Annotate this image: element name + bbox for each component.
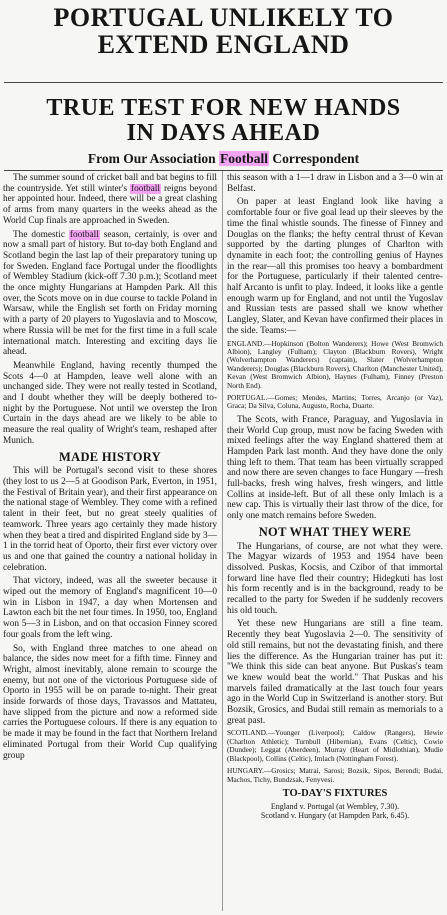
- article-paragraph: So, with England three matches to one ahead on balance, the sides now meet for a fifth time. Finney and Wright, almost inevitably, alone remain to scourge the enemy, but not one of the victorious Portuguese side of Oporto in 1955 will be on parade to-night. Their great inside forwards of those days, Travassos and Mattateu, have slipped from the picture and now a reformed side carries the Portuguese colours. If there is any equation to be made it may be found in the fact that Northern Ireland eliminated Portugal from their World Cup qualifying group: [3, 643, 217, 761]
- byline-rule: [4, 170, 443, 171]
- main-headline: [0, 4, 447, 59]
- right-column: [227, 173, 443, 913]
- article-paragraph: Yet these new Hungarians are still a fine team. Recently they beat Yugoslavia 2—0. The sensitivity of old still remains, but not the devastating finish, and there lies the difference. As the Hungarian trainer has put it: "We think this side can beat anyone. But Puskas's team we knew would beat the world." That Puskas and his marvels failed dramatically at the last touch four years ago in the World Cup in Switzerland is another story. But Bozsik, Grosics, and Budai still remain as memorials to a great past.: [227, 619, 443, 726]
- byline-highlight: Football: [219, 151, 268, 166]
- search-highlight: football: [69, 229, 99, 240]
- article-paragraph: The Scots, with France, Paraguay, and Yugoslavia in their World Cup group, must now be facing Sweden with mixed feelings after the way England shattered them at Hampden Park last month. And they have done the only thing left to them. That team has been virtually scrapped and now there are seven changes to face Hungary —fresh full-backs, fresh wing halves, fresh wingers, and little Collins at inside-left. But of all these only Imlach is a new cap. This is virtually their last throw of the dice, for only one match remains before Sweden.: [227, 414, 443, 522]
- article-paragraph: The domestic football season, certainly, is over and now a small part of history. But to-day both England and Scotland begin the last lap of their preparatory tuning up for Sweden. England face Portugal under the floodlights of Wembley Stadium (kick-off 7.30 p.m.); Scotland meet the once mighty Hungarians at Hampden Park. All this over, the Scots move on in due course to tackle Poland in Warsaw, while the English set forth on Friday morning with a party of 20 players to Yugoslavia and to Moscow, where Russia will be met for the first time in a full scale international match. Interesting and exciting days lie ahead.: [3, 229, 217, 358]
- byline-before: From Our Association: [87, 151, 216, 166]
- byline: [0, 151, 447, 167]
- team-list-scotland: SCOTLAND.—Younger (Liverpool); Caldow (Rangers), Hewie (Charlton Athletic); Turnbull (Hibernian), Evans (Celtic), Cowie (Dundee); Leggat (Aberdeen), Murray (Heart of Midlothian), Mudie (Blackpool), Collins (Celtic), Imlach (Nottingham Forest).: [227, 728, 443, 763]
- article-paragraph: The Hungarians, of course, are not what they were. The Magyar wizards of 1953 and 1954 have been dissolved. Puskas, Kocsis, and Czibor of that immortal forward line have fled their country; Hidegkuti has lost his form recently and is in the background, ready to be recalled to the party for Sweden if he suddenly recovers his old touch.: [227, 541, 443, 616]
- team-list-hungary: HUNGARY.—Grosics; Matrai, Sarosi; Bozsik, Sipos, Berendi; Budai, Machos, Tichy, Bundzsak, Fenyvesi.: [227, 766, 443, 784]
- sub-headline-line2: IN DAYS AHEAD: [126, 120, 321, 147]
- sub-headline-line1: TRUE TEST FOR NEW HANDS: [46, 95, 401, 121]
- team-list-portugal: PORTUGAL.—Gomes; Mendes, Martins; Torres, Arcanjo (or Vaz), Graca; Da Silva, Coluna, Augusto, Rocha, Duarte.: [227, 392, 443, 411]
- article-paragraph: This will be Portugal's second visit to these shores (they lost to us 2—5 at Goodison Park, Everton, in 1951, the Festival of Britain year), and their first appearance on the national stage of Wembley. They come with a refined talent in their feet, but no great steely qualities of teamwork. Three years ago certainly they made history when they beat a tired and dispirited England side by 3—1 in the torrid heat of Oporto, their first ever victory over us and one that gained the country a national holiday in celebration.: [3, 466, 217, 573]
- section-heading-not-what-they-were: NOT WHAT THEY WERE: [258, 524, 412, 539]
- main-headline-line2: EXTEND ENGLAND: [97, 30, 350, 60]
- sub-headline: [0, 96, 447, 146]
- article-paragraph: On paper at least England look like having a comfortable four or five goal lead up their sleeves by the time the final whistle sounds. The finesse of Finney and Douglas on the flanks; the hefty central thrust of Kevan supported by the darting plunges of Charlton with dynamite in each foot; the controlling genius of Haynes in the rear—all this promises too heavy a bombardment for the Portuguese, particularly if their talented centre-half Arcanto is unfit to play. Indeed, it looks like a gentle enough warm up for England, and not until the Yugoslav and Russian tests are passed shall we know whether Langley, Slater, and Kevan have confirmed their places in the side. Teams:—: [227, 197, 443, 336]
- main-headline-line1: PORTUGAL UNLIKELY TO: [53, 3, 394, 32]
- fixture-line: England v. Portugal (at Wembley, 7.30).: [270, 801, 400, 811]
- headline-rule: [4, 82, 443, 83]
- byline-after: Correspondent: [272, 151, 360, 166]
- article-paragraph: The summer sound of cricket ball and bat begins to fill the countryside. Yet still winter's football reigns beyond her appointed hour. Indeed, there will be a great clashing of arms from many quarters in the weeks ahead as the World Cup finals are approached in Sweden.: [3, 173, 217, 226]
- team-list-england: ENGLAND.—Hopkinson (Bolton Wanderers); Howe (West Bromwich Albion), Langley (Fulham); Clayton (Blackburn Rovers), Wright (Wolverhampton Wanderers) (captain), Slater (Wolverhampton Wanderers); Douglas (Blackburn Rovers), Charlton (Manchester United), Kevan (West Bromwich Albion), Haynes (Fulham), Finney (Preston North End).: [227, 338, 443, 390]
- fixture-line: Scotland v. Hungary (at Hampden Park, 6.45).: [260, 810, 410, 820]
- article-paragraph: That victory, indeed, was all the sweeter because it wiped out the memory of England's magnificent 10—0 win in Lisbon in 1947, a day when Mortensen and Lawton each bit the net four times. In 1950, too, England won 5—3 in Lisbon, and on that occasion Finney scored four goals from the left wing.: [3, 576, 217, 640]
- section-heading-made-history: MADE HISTORY: [59, 449, 161, 464]
- search-highlight: football: [131, 183, 160, 194]
- fixtures-heading: TO-DAY'S FIXTURES: [282, 787, 388, 799]
- article-paragraph: Meanwhile England, having recently thumped the Scots 4—0 at Hampden, leave well alone with an unchanged side. They were not really tested in Scotland, and I doubt whether they will be deeply bothered to-night by the Portuguese. Not until we overstep the Iron Curtain in the days ahead are we likely to be able to measure the real quality of Wright's team, reshaped after Munich.: [3, 360, 217, 446]
- column-divider: [222, 171, 223, 911]
- article-paragraph: this season with a 1—1 draw in Lisbon and a 3—0 win at Belfast.: [227, 173, 443, 194]
- left-column: [3, 173, 217, 913]
